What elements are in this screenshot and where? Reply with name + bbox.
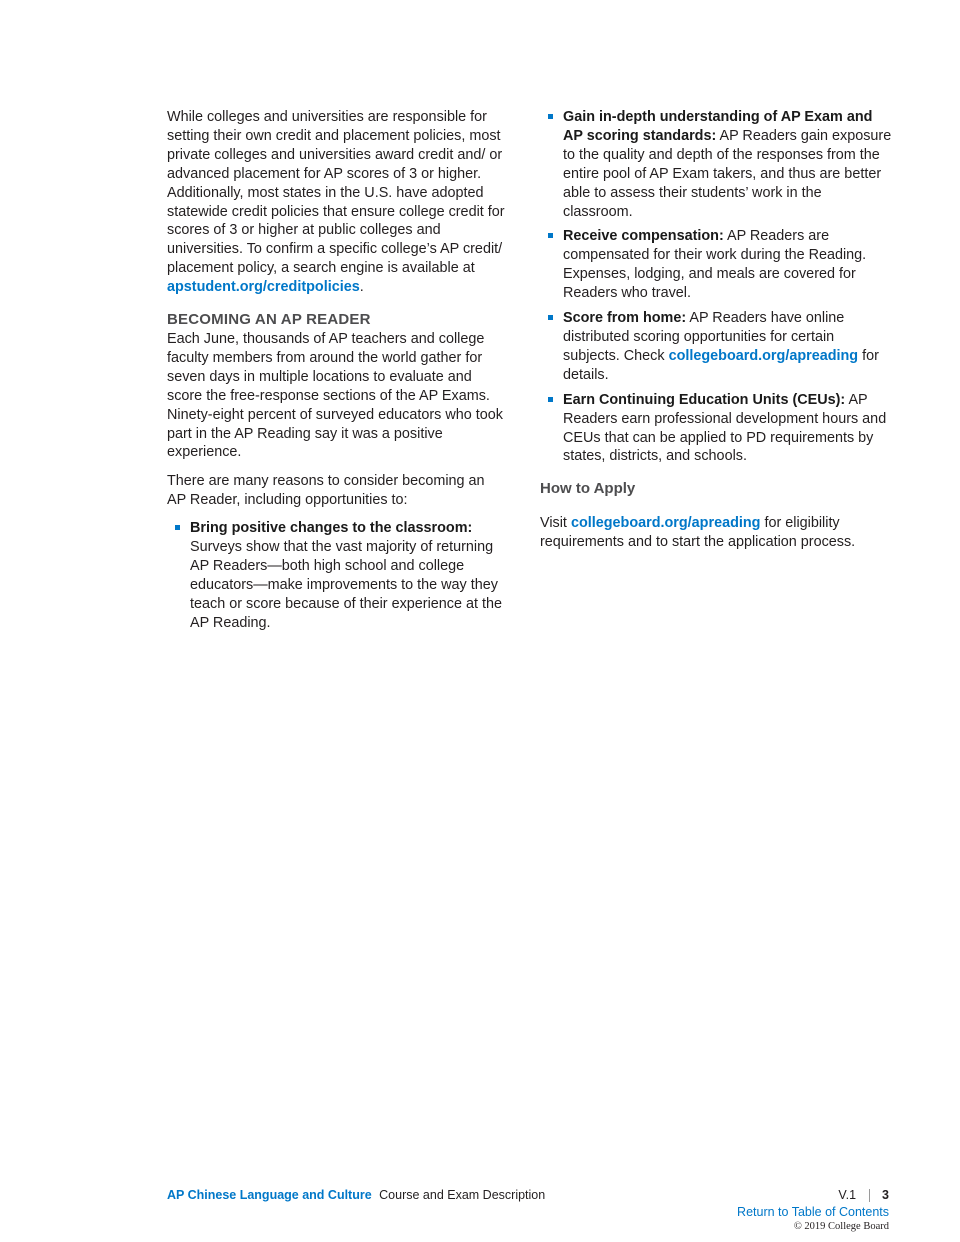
footer-doc-title: Course and Exam Description	[379, 1188, 546, 1202]
bullet-text: Surveys show that the vast majority of returning AP Readers—both high school and college educators—make improvements to the way they teach or score because of their experience at the AP Reading.	[190, 539, 502, 631]
reasons-list-right	[540, 108, 892, 466]
intro-paragraph	[167, 108, 505, 297]
footer-course-name: AP Chinese Language and Culture	[167, 1188, 372, 1202]
bullet-title: Earn Continuing Education Units (CEUs):	[563, 391, 846, 408]
return-to-toc-link[interactable]: Return to Table of Contents	[737, 1205, 889, 1219]
version-line	[737, 1187, 889, 1203]
bullet-title: Receive compensation:	[563, 228, 724, 245]
bullet-text: AP Readers earn professional development hours and CEUs that can be applied to PD requirements by states, districts, and schools.	[563, 391, 887, 465]
how-to-apply-title: How to Apply	[540, 480, 636, 498]
page-number: 3	[882, 1188, 889, 1202]
section-title-becoming-reader: BECOMING AN AP READER	[167, 311, 371, 329]
bullet-title: Bring positive changes to the classroom:	[190, 520, 473, 537]
apply-end: for eligibility requirements and to start the application process.	[540, 515, 856, 551]
right-column	[540, 108, 892, 552]
intro-text: While colleges and universities are responsible for setting their own credit and placement policies, most private colleges and universities award credit and/ or advanced placement for AP scores of 3 or higher. Additionally, most states in the U.S. have adopted statewide credit policies that ensure college credit for scores of 3 or higher at public colleges and universities. To confirm a specific college’s AP credit/ placement policy, a search engine is available at	[167, 109, 505, 277]
apply-link[interactable]: collegeboard.org/apreading	[570, 515, 761, 532]
square-bullet-icon	[548, 397, 553, 402]
divider	[869, 1189, 870, 1202]
left-column	[167, 108, 505, 633]
square-bullet-icon	[175, 525, 180, 530]
apply-paragraph	[540, 514, 892, 552]
copyright: © 2019 College Board	[793, 1221, 889, 1232]
list-item	[540, 227, 892, 303]
square-bullet-icon	[548, 233, 553, 238]
list-item	[540, 309, 892, 385]
footer-page-info	[737, 1187, 889, 1233]
reasons-paragraph: There are many reasons to consider becoming an AP Reader, including opportunities to:	[167, 473, 485, 509]
list-item	[167, 519, 505, 632]
bullet-title: Gain in-depth understanding of AP Exam and AP scoring standards:	[563, 109, 873, 144]
credit-policies-link[interactable]: apstudent.org/creditpolicies	[167, 279, 360, 296]
list-item	[540, 108, 892, 221]
bullet-text: AP Readers gain exposure to the quality and depth of the responses from the entire pool of AP Exam takers, and thus are better able to assess their students’ work in the classroom.	[563, 127, 892, 220]
bullet-text: AP Readers are compensated for their work during the Reading. Expenses, lodging, and meals are covered for Readers who travel.	[563, 228, 867, 302]
apreading-link[interactable]: collegeboard.org/apreading	[668, 347, 859, 364]
bullet-title: Score from home:	[563, 310, 687, 327]
bullet-text: AP Readers have online distributed scoring opportunities for certain subjects. Check	[563, 310, 845, 364]
square-bullet-icon	[548, 114, 553, 119]
version-label: V.1	[838, 1188, 857, 1202]
bullet-end: for details.	[563, 347, 879, 383]
square-bullet-icon	[548, 315, 553, 320]
list-item	[540, 391, 892, 467]
intro-end: .	[359, 279, 364, 296]
apply-start: Visit	[540, 515, 567, 532]
section-paragraph: Each June, thousands of AP teachers and college faculty members from around the world gather for seven days in multiple locations to evaluate and score the free-response sections of the AP Exams. Ninety-eight percent of surveyed educators who took part in the AP Reading say it was a positive experience.	[167, 330, 503, 461]
footer-course-info	[167, 1188, 545, 1203]
reasons-list-left	[167, 519, 505, 632]
